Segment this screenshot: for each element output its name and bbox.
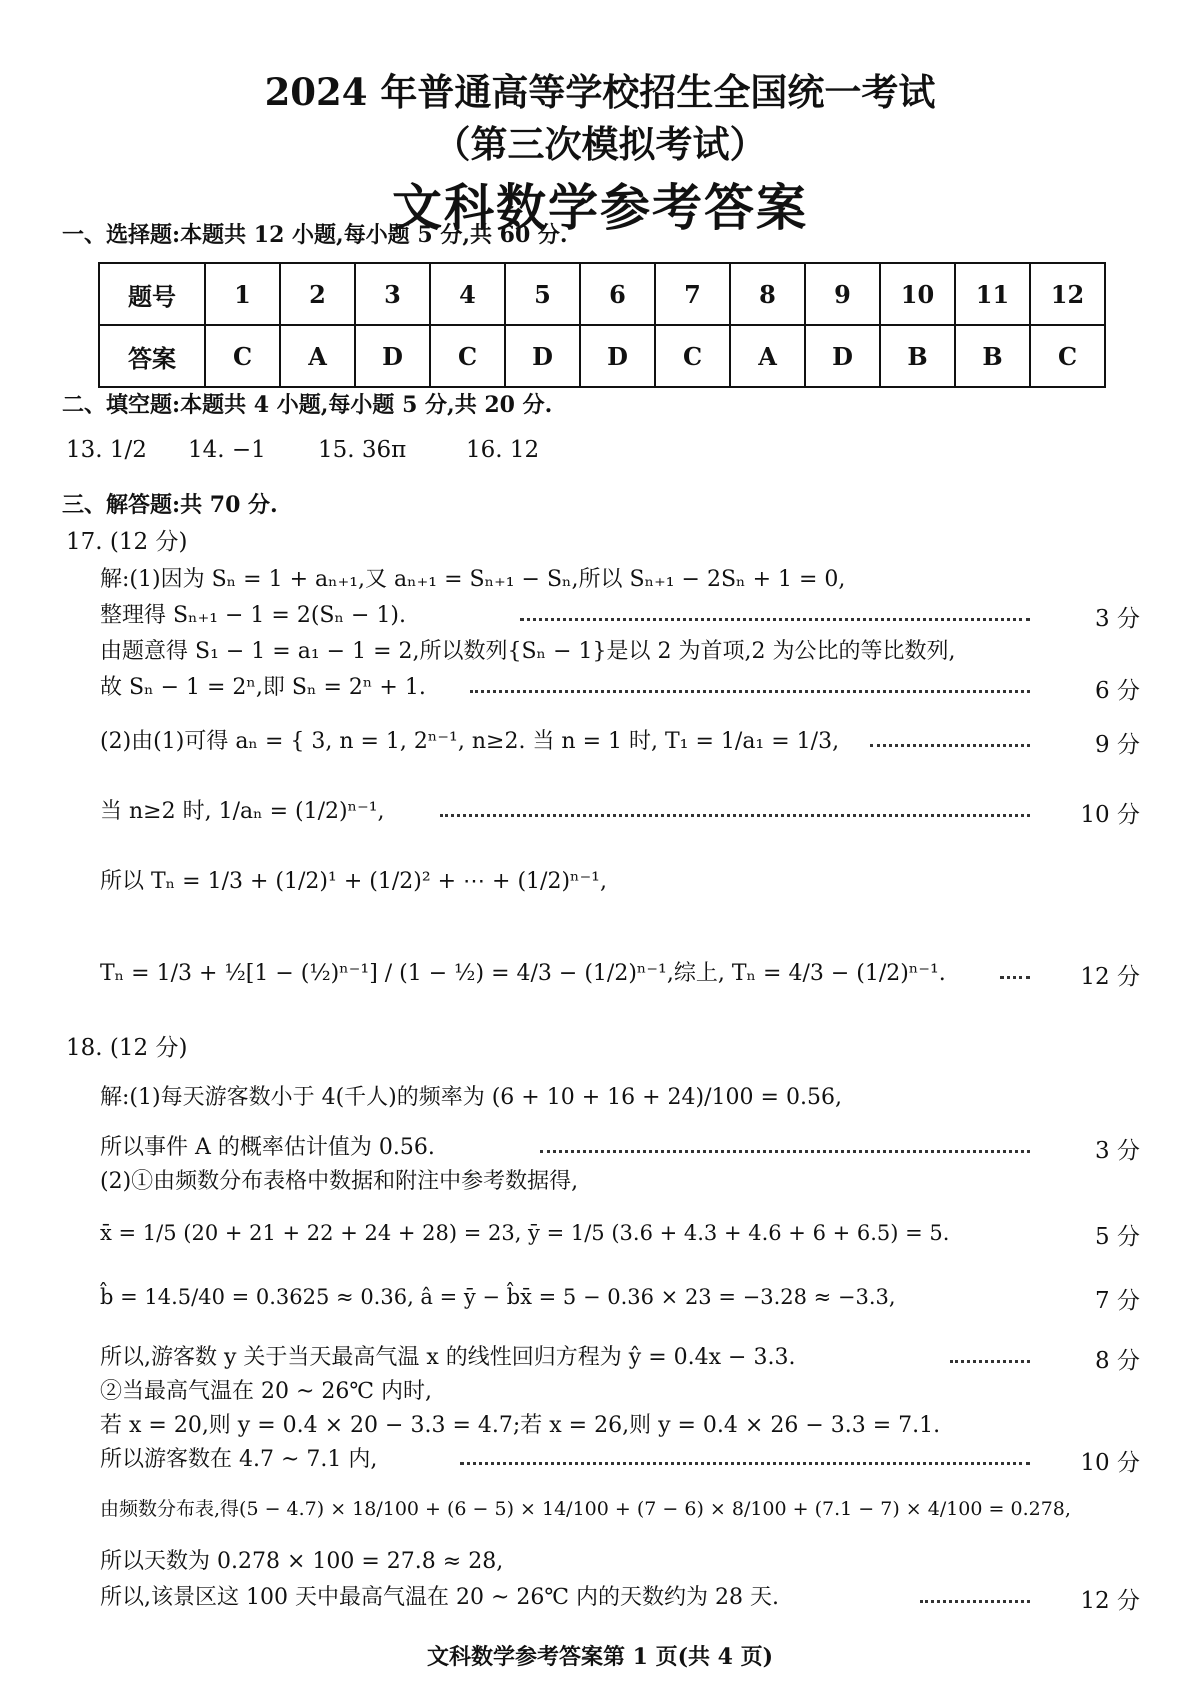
table-cell: 6 <box>580 263 655 325</box>
table-cell: C <box>1030 325 1105 387</box>
q18-line: 所以游客数在 4.7 ~ 7.1 内, <box>100 1447 378 1472</box>
score-mark: 8 分 <box>1095 1348 1140 1374</box>
section3-heading: 三、解答题:共 70 分. <box>62 492 278 518</box>
q17-line: 由题意得 S₁ − 1 = a₁ − 1 = 2,所以数列{Sₙ − 1}是以 2 为首项,2 为公比的等比数列, <box>100 639 956 664</box>
q17-line: 解:(1)因为 Sₙ = 1 + aₙ₊₁,又 aₙ₊₁ = Sₙ₊₁ − Sₙ,所以 Sₙ₊₁ − 2Sₙ + 1 = 0, <box>100 567 846 592</box>
q18-line: 解:(1)每天游客数小于 4(千人)的频率为 (6 + 10 + 16 + 24)/100 = 0.56, <box>100 1085 842 1110</box>
table-cell: 12 <box>1030 263 1105 325</box>
q17-line: 所以 Tₙ = 1/3 + (1/2)¹ + (1/2)² + ⋯ + (1/2)ⁿ⁻¹, <box>100 869 607 894</box>
q17-line: Tₙ = 1/3 + ½[1 − (½)ⁿ⁻¹] / (1 − ½) = 4/3 − (1/2)ⁿ⁻¹,综上, Tₙ = 4/3 − (1/2)ⁿ⁻¹. <box>100 961 946 986</box>
fill-answer-15: 15. 36π <box>318 437 407 463</box>
dot-leader <box>950 1360 1030 1363</box>
table-cell: 10 <box>880 263 955 325</box>
score-mark: 3 分 <box>1095 1138 1140 1164</box>
table-row-answers <box>99 325 1105 387</box>
table-cell: A <box>730 325 805 387</box>
fill-answer-14: 14. −1 <box>188 437 266 463</box>
q17-line: 故 Sₙ − 1 = 2ⁿ,即 Sₙ = 2ⁿ + 1. <box>100 675 426 700</box>
table-cell: 8 <box>730 263 805 325</box>
score-mark: 3 分 <box>1095 606 1140 632</box>
table-cell: 3 <box>355 263 430 325</box>
table-cell: D <box>505 325 580 387</box>
score-mark: 10 分 <box>1080 802 1140 828</box>
table-cell: D <box>805 325 880 387</box>
dot-leader <box>1000 976 1030 979</box>
dot-leader <box>540 1150 1030 1153</box>
q18-line: 由频数分布表,得(5 − 4.7) × 18/100 + (6 − 5) × 14/100 + (7 − 6) × 8/100 + (7.1 − 7) × 4/100 = 0.278, <box>100 1498 1071 1520</box>
table-row-numbers <box>99 263 1105 325</box>
dot-leader <box>870 744 1030 747</box>
table-cell: A <box>280 325 355 387</box>
q17-line: 当 n≥2 时, 1/aₙ = (1/2)ⁿ⁻¹, <box>100 799 385 824</box>
table-cell: B <box>880 325 955 387</box>
dot-leader <box>920 1600 1030 1603</box>
table-cell: 1 <box>205 263 280 325</box>
choice-answer-table <box>98 262 1106 388</box>
table-cell: C <box>430 325 505 387</box>
score-mark: 12 分 <box>1080 964 1140 990</box>
table-cell: D <box>580 325 655 387</box>
exam-subtitle: （第三次模拟考试） <box>433 122 767 166</box>
table-cell: B <box>955 325 1030 387</box>
document-title: 文科数学参考答案 <box>392 178 808 237</box>
q18-line: x̄ = 1/5 (20 + 21 + 22 + 24 + 28) = 23, ȳ = 1/5 (3.6 + 4.3 + 4.6 + 6 + 6.5) = 5. <box>100 1221 950 1245</box>
page-footer: 文科数学参考答案第 1 页(共 4 页) <box>426 1644 774 1670</box>
table-cell: 5 <box>505 263 580 325</box>
q18-line: b̂ = 14.5/40 = 0.3625 ≈ 0.36, â = ȳ − b̂x̄ = 5 − 0.36 × 23 = −3.28 ≈ −3.3, <box>100 1285 896 1309</box>
q18-line: (2)①由频数分布表格中数据和附注中参考数据得, <box>100 1169 579 1194</box>
q18-line: 所以,游客数 y 关于当天最高气温 x 的线性回归方程为 ŷ = 0.4x − 3.3. <box>100 1345 796 1370</box>
q18-line: ②当最高气温在 20 ~ 26℃ 内时, <box>100 1379 432 1404</box>
table-cell: 4 <box>430 263 505 325</box>
fill-answer-13: 13. 1/2 <box>66 437 147 463</box>
table-cell: C <box>205 325 280 387</box>
table-cell: D <box>355 325 430 387</box>
dot-leader <box>440 814 1030 817</box>
exam-title: 2024 年普通高等学校招生全国统一考试 <box>264 70 936 114</box>
section2-heading: 二、填空题:本题共 4 小题,每小题 5 分,共 20 分. <box>62 392 553 418</box>
score-mark: 9 分 <box>1095 732 1140 758</box>
dot-leader <box>470 690 1030 693</box>
score-mark: 10 分 <box>1080 1450 1140 1476</box>
dot-leader <box>520 618 1030 621</box>
dot-leader <box>460 1462 1030 1465</box>
table-cell: 9 <box>805 263 880 325</box>
q18-line: 若 x = 20,则 y = 0.4 × 20 − 3.3 = 4.7;若 x = 26,则 y = 0.4 × 26 − 3.3 = 7.1. <box>100 1413 941 1438</box>
fill-answer-16: 16. 12 <box>466 437 540 463</box>
table-header-answer: 答案 <box>99 325 205 387</box>
table-cell: 11 <box>955 263 1030 325</box>
q18-line: 所以天数为 0.278 × 100 = 27.8 ≈ 28, <box>100 1549 504 1574</box>
table-cell: C <box>655 325 730 387</box>
score-mark: 5 分 <box>1095 1224 1140 1250</box>
q17-line: 整理得 Sₙ₊₁ − 1 = 2(Sₙ − 1). <box>100 603 407 628</box>
table-cell: 2 <box>280 263 355 325</box>
q18-label: 18. (12 分) <box>66 1035 188 1061</box>
section1-heading: 一、选择题:本题共 12 小题,每小题 5 分,共 60 分. <box>62 222 568 248</box>
score-mark: 12 分 <box>1080 1588 1140 1614</box>
q18-line: 所以,该景区这 100 天中最高气温在 20 ~ 26℃ 内的天数约为 28 天. <box>100 1585 779 1610</box>
table-cell: 7 <box>655 263 730 325</box>
q17-label: 17. (12 分) <box>66 529 188 555</box>
score-mark: 7 分 <box>1095 1288 1140 1314</box>
score-mark: 6 分 <box>1095 678 1140 704</box>
table-header-number: 题号 <box>99 263 205 325</box>
q17-line: (2)由(1)可得 aₙ = { 3, n = 1, 2ⁿ⁻¹, n≥2. 当 n = 1 时, T₁ = 1/a₁ = 1/3, <box>100 729 840 754</box>
q18-line: 所以事件 A 的概率估计值为 0.56. <box>100 1135 435 1160</box>
